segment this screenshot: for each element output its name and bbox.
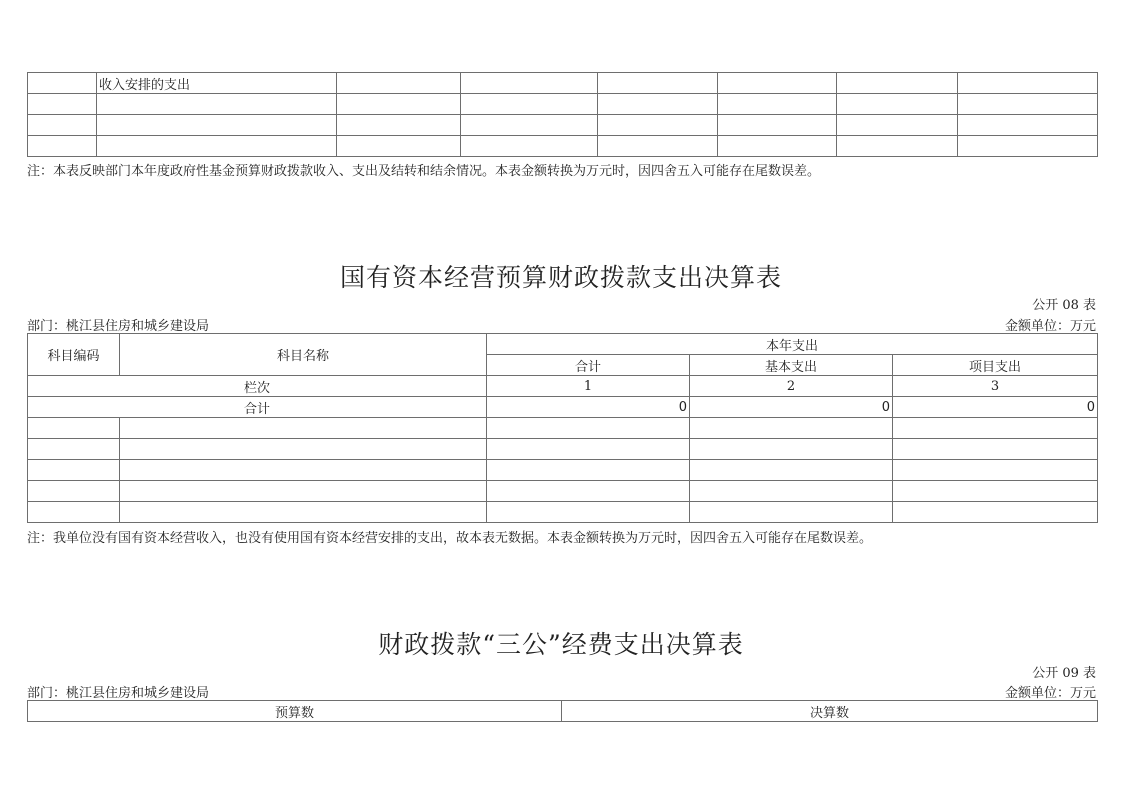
table3 xyxy=(27,700,1098,722)
header-final: 决算数 xyxy=(562,701,1098,722)
column-index-1: 1 xyxy=(487,376,690,397)
table-row xyxy=(28,502,1098,523)
table3-header-row xyxy=(28,701,1098,722)
table3-dept: 部门：桃江县住房和城乡建设局 xyxy=(27,686,210,701)
table-row xyxy=(28,136,1098,157)
table-row xyxy=(28,73,1098,94)
header-total: 合计 xyxy=(487,355,690,376)
table2-code: 公开 08 表 xyxy=(1032,298,1096,313)
column-index-2: 2 xyxy=(690,376,893,397)
header-basic-expense: 基本支出 xyxy=(690,355,893,376)
table2-header-row xyxy=(28,334,1098,355)
total-row-label: 合计 xyxy=(28,397,487,418)
table2 xyxy=(27,333,1098,523)
table-row xyxy=(28,460,1098,481)
total-value-1: 0 xyxy=(487,397,690,418)
table2-total-row xyxy=(28,397,1098,418)
table2-column-index-row xyxy=(28,376,1098,397)
header-budget: 预算数 xyxy=(28,701,562,722)
header-subject-code: 科目编码 xyxy=(28,334,120,376)
table2-dept: 部门：桃江县住房和城乡建设局 xyxy=(27,319,210,334)
column-index-label: 栏次 xyxy=(28,376,487,397)
table-row xyxy=(28,115,1098,136)
table-row xyxy=(28,94,1098,115)
table-row xyxy=(28,418,1098,439)
table3-unit: 金额单位：万元 xyxy=(1004,686,1096,701)
total-value-2: 0 xyxy=(690,397,893,418)
table3-code: 公开 09 表 xyxy=(1032,666,1096,681)
header-project-expense: 项目支出 xyxy=(893,355,1098,376)
total-value-3: 0 xyxy=(893,397,1098,418)
column-index-3: 3 xyxy=(893,376,1098,397)
table1-note: 注：本表反映部门本年度政府性基金预算财政拨款收入、支出及结转和结余情况。本表金额转换为万元时，因四舍五入可能存在尾数误差。 xyxy=(27,164,821,179)
table1-fragment xyxy=(27,72,1098,157)
table3-title: 财政拨款“三公”经费支出决算表 xyxy=(378,630,744,659)
table-row xyxy=(28,481,1098,502)
header-subject-name: 科目名称 xyxy=(120,334,487,376)
header-current-year-expense: 本年支出 xyxy=(487,334,1098,355)
table1-row-label: 收入安排的支出 xyxy=(97,73,337,94)
table-row xyxy=(28,439,1098,460)
table2-note: 注：我单位没有国有资本经营收入，也没有使用国有资本经营安排的支出，故本表无数据。本表金额转换为万元时，因四舍五入可能存在尾数误差。 xyxy=(27,531,873,546)
table2-unit: 金额单位：万元 xyxy=(1004,319,1096,334)
table2-title: 国有资本经营预算财政拨款支出决算表 xyxy=(339,263,782,292)
